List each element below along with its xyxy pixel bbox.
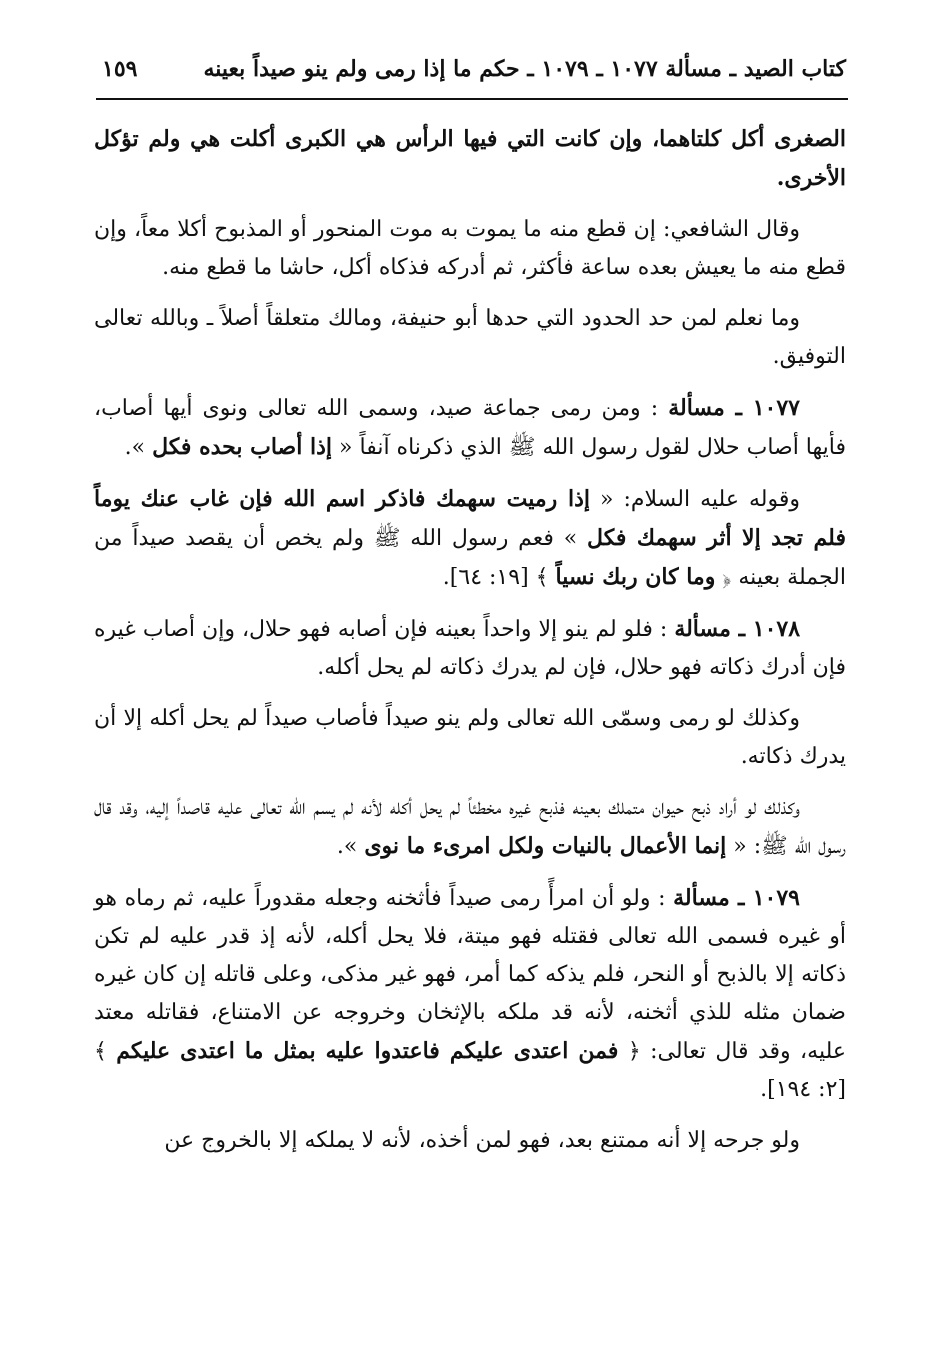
paragraph — [94, 211, 846, 287]
running-header-title: كتاب الصيد ـ مسألة ١٠٧٧ ـ ١٠٧٩ ـ حكم ما إذا رمى ولم ينو صيداً بعينه — [203, 56, 846, 82]
text-segment: وقال الشافعي: إن قطع منه ما يموت به موت المنحور أو المذبوح أكلا معاً، وإن قطع منه ما يعيش بعده ساعة فأكثر، ثم أدركه فذكاه أكل، حاشا ما قطع منه. — [94, 217, 846, 280]
header-divider — [96, 98, 848, 100]
text-segment: وكذلك لو رمى وسمّى الله تعالى ولم ينو صيداً فأصاب صيداً لم يحل أكله إلا أن يدرك ذكاته. — [94, 706, 846, 769]
text-segment: ﴾ [١٩: ٦٤]. — [442, 565, 549, 590]
text-segment: » فعم رسول الله ﷺ ولم يخص أن يقصد صيداً من الجملة بعينه ﴿ — [94, 526, 846, 590]
paragraph — [94, 300, 846, 376]
running-header — [96, 50, 846, 94]
bold-text-segment: إذا رميت سهمك فاذكر اسم الله فإن غاب عنك يوماً فلم تجد إلا أثر سهمك فكل — [94, 486, 846, 551]
paragraph — [94, 700, 846, 776]
bold-text-segment: ١٠٧٩ ـ مسألة — [673, 885, 800, 911]
text-segment: وكذلك لو أراد ذبح حيوان متملك بعينه فذبح غيره مخطئاً لم يحل أكله لأنه لم يسم الله تعالى عليه قاصداً إليه، وقد قال رسول الله ﷺ: « — [94, 795, 846, 859]
text-segment: : ولو أن امرأً رمى صيداً فأثخنه وجعله مقدوراً عليه، ثم رماه هو أو غيره فسمى الله تعالى فقتله فهو ميتة، فلا يحل أكله، لأنه إذ قدر عليه لم تكن ذكاته إلا بالذبح أو النحر، فلم يذكه كما أمر، فهو غير مذكى، وعلى قاتله إن كان غيره ضمان مثله للذي أثخنه، لأنه قد ملكه بالإثخان وخروجه عن الامتناع، فقاتله معتد عليه، وقد قال تعالى: ﴿ — [94, 886, 846, 1064]
bold-text-segment: فمن اعتدى عليكم فاعتدوا عليه بمثل ما اعتدى عليكم — [116, 1038, 619, 1064]
paragraph — [94, 389, 846, 467]
body-text — [94, 120, 846, 1173]
paragraph — [94, 1122, 846, 1160]
bold-text-segment: إنما الأعمال بالنيات ولكل امرىء ما نوى — [364, 833, 727, 859]
text-segment: : فلو لم ينو إلا واحداً بعينه فإن أصابه فهو حلال، وإن أصاب غيره فإن أدرك ذكاته فهو حلال، فإن لم يدرك ذكاته لم يحل أكله. — [94, 617, 846, 680]
page-number: ١٥٩ — [102, 56, 138, 82]
bold-text-segment: إذا أصاب بحده فكل — [152, 434, 333, 460]
bold-text-segment: الصغرى أكل كلتاهما، وإن كانت التي فيها الرأس هي الكبرى أكلت هي ولم تؤكل الأخرى. — [94, 126, 846, 191]
paragraph — [94, 610, 846, 687]
text-segment: ». — [336, 834, 358, 859]
text-segment: وما نعلم لمن حد الحدود التي حدها أبو حنيفة، ومالك متعلقاً أصلاً ـ وبالله تعالى التوفيق. — [94, 306, 846, 369]
text-segment: : ومن رمى جماعة صيد، وسمى الله تعالى ونوى أيها أصاب، فأيها أصاب حلال لقول رسول الله ﷺ الذي ذكرناه آنفاً « — [94, 396, 846, 460]
bold-text-segment: ١٠٧٧ ـ مسألة — [668, 395, 800, 421]
paragraph — [94, 120, 846, 198]
text-segment: ولو جرحه إلا أنه ممتنع بعد، فهو لمن أخذه، لأنه لا يملكه إلا بالخروج عن — [164, 1128, 800, 1153]
bold-text-segment: وما كان ربك نسياً — [555, 564, 716, 590]
text-segment: ». — [124, 435, 146, 460]
paragraph — [94, 789, 846, 866]
text-segment: ﴾ [٢: ١٩٤]. — [94, 1039, 846, 1102]
paragraph — [94, 879, 846, 1109]
paragraph — [94, 480, 846, 597]
bold-text-segment: ١٠٧٨ ـ مسألة — [674, 616, 801, 642]
text-segment: وقوله عليه السلام: « — [600, 487, 800, 512]
